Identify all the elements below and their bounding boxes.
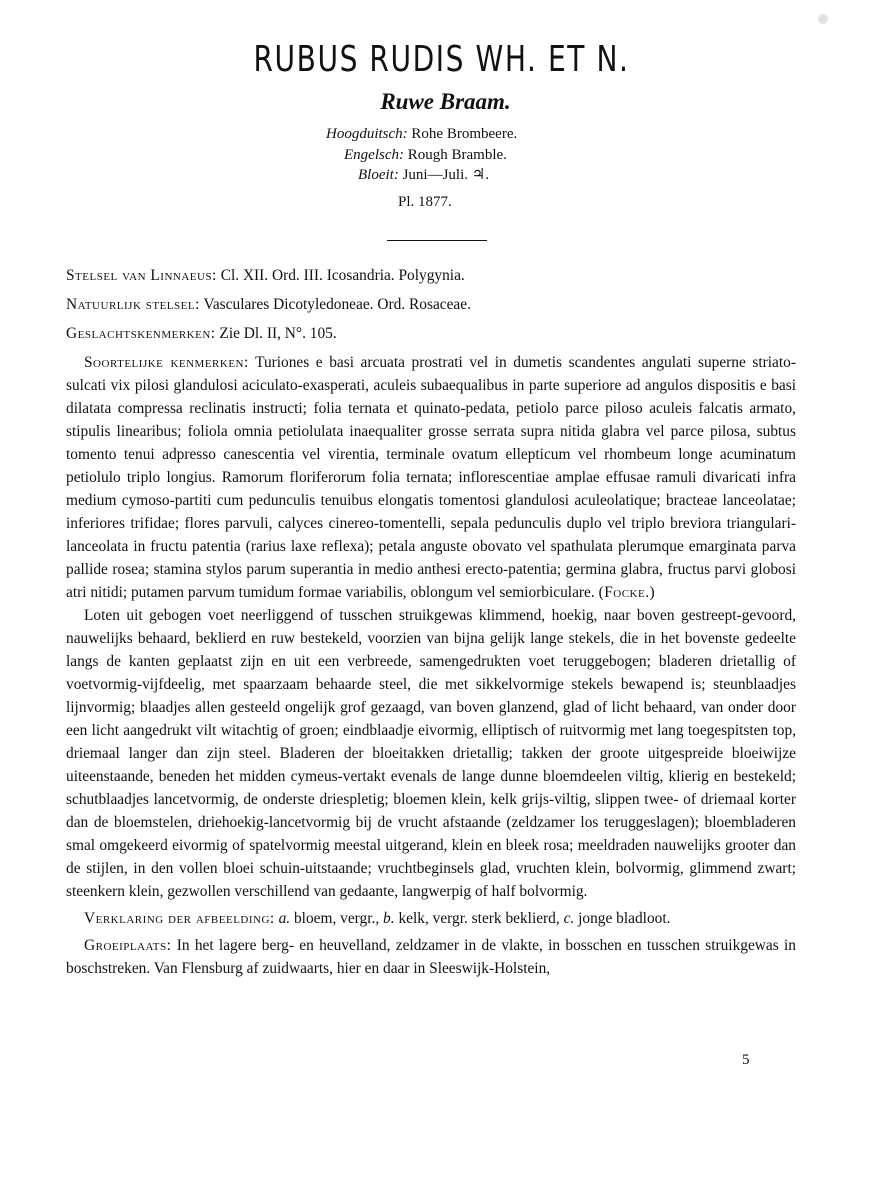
- figure-explanation: [66, 907, 796, 930]
- german-label: Hoogduitsch:: [326, 126, 408, 142]
- figure-text-c: jonge bladloot.: [578, 910, 671, 927]
- natural-label: Natuurlijk stelsel:: [66, 296, 200, 313]
- bloom-label: Bloeit:: [358, 167, 399, 183]
- dutch-description: Loten uit gebogen voet neerliggend of tusschen struikgewas klimmend, hoekig, naar boven gestreept-gevoord, nauwelijks behaard, beklierd en ruw bestekeld, voorzien van bijna gelijk lange stekels, die in het bovenste gedeelte langs de kanten geplaatst zijn en uit een verbreede, samengedrukten voet teruggebogen; bladeren drietallig of voetvormig-vijfdeelig, met spaarzaam behaarde steel, die met sikkelvormige stekels bewapend is; steunblaadjes lijnvormig; blaadjes allen gesteeld ongelijk grof gezaagd, van boven glanzend, glad of licht behaard, van onder door een licht aangedrukt vilt witachtig of groen; eindblaadje eivormig, elliptisch of ruitvormig met lang toegespitsten top, driemaal langer dan zijn steel. Bladeren der bloeitakken drietallig; takken der groote uitgespreide bloeiwijze uiteenstaande, beneden het midden cymeus-vertakt evenals de lange dunne bloemdeelen viltig, klierig en bestekeld; schutblaadjes lancetvormig, de onderste driespletig; bloemen klein, kelk grijs-viltig, slippen twee- of driemaal korter dan de bloemstelen, driehoekig-lancetvormig bij de vrucht afstaande (zeldzamer los teruggeslagen); bloembladeren smal omgekeerd eivormig of spatelvormig meestal uitgerand, klein en bleek rosa; meeldraden nauwelijks grooter dan de stijlen, in den vollen bloei schuin-uitstaande; vruchtbeginsels glad, vruchten klein, bolvormig, glimmend zwart; steenkern klein, gezwollen verschillend van gedaante, langwerpig of half bolvormig.: [66, 607, 796, 900]
- genus-characteristics: [66, 322, 796, 345]
- natural-system: [66, 293, 796, 316]
- body-text: [66, 264, 796, 980]
- species-text: Turiones e basi arcuata prostrati vel in dumetis scandentes angulati superne striato-sulcati vix pilosi glandulosi aciculato-exasperati, aculeis subaequalibus in parte superiore ad angulos dispositis e basi dilatata compressa reclinatis instructi; folia ternata et quinato-pedata, petiolo parce piloso aculeis falcatis armato, stipulis linearibus; foliola omnia petiolulata inaequaliter grosse serrata supra nitida glabra vel parce pilosa, subtus tomento tenui adpresso canescentia vel virentia, terminale ovatum ellepticum vel rhombeum longe acuminatum petiolulo triplo longius. Ramorum floriferorum folia ternata; inflorescentiae amplae effusae ramuli divaricati infra medium cymoso-partiti cum pedunculis tenuibus elongatis tomentosi glandulosi aculeolatique; bracteae lanceolatae; inferiores trifidae; flores parvuli, calyces cinereo-tomentelli, sepala pedunculis duplo vel triplo breviora triangulari-lanceolata in fructu patentia (rarius laxe reflexa); petala anguste obovato vel spathulata plerumque emarginata parva pallide rosea; stamina stylos parum superantia in medio anthesi erecto-patentia; germina glabra, fructus parvi globosi atri nitidi; putamen parvum tumidum formae variabilis, oblongum vel semiorbiculare.: [66, 354, 796, 601]
- species-characteristics: [66, 351, 796, 604]
- english-name-row: [300, 145, 600, 166]
- linnaeus-label: Stelsel van Linnaeus:: [66, 267, 217, 284]
- german-name-row: [300, 124, 600, 145]
- divider-rule: [387, 240, 487, 241]
- linnaeus-value: Cl. XII. Ord. III. Icosandria. Polygynia.: [220, 267, 465, 284]
- genus-label: Geslachtskenmerken:: [66, 325, 216, 342]
- species-author: (Focke.): [598, 584, 656, 601]
- habitat-text: In het lagere berg- en heuvelland, zeldzamer in de vlakte, in bosschen en tusschen struikgewas in boschstreken. Van Flensburg af zuidwaarts, hier en daar in Sleeswijk-Holstein,: [66, 937, 796, 977]
- genus-value: Zie Dl. II, N°. 105.: [219, 325, 337, 342]
- figure-text-b: kelk, vergr. sterk beklierd,: [398, 910, 560, 927]
- species-label: Soortelijke kenmerken:: [84, 354, 249, 371]
- bloom-row: [300, 165, 600, 186]
- page-number: 5: [742, 1052, 750, 1068]
- habitat: [66, 934, 796, 980]
- name-block: [300, 124, 600, 212]
- common-name: Ruwe Braam.: [380, 89, 511, 114]
- linnaeus-system: [66, 264, 796, 287]
- english-label: Engelsch:: [344, 146, 404, 163]
- explanation-label: Verklaring der afbeelding:: [84, 910, 275, 927]
- paper-speck: [818, 14, 828, 24]
- figure-letter-c: c.: [563, 910, 575, 927]
- habitat-label: Groeiplaats:: [84, 937, 172, 954]
- english-value: Rough Bramble.: [407, 146, 507, 163]
- figure-letter-a: a.: [278, 910, 291, 927]
- page-title: RUBUS RUDIS WH. ET N.: [253, 39, 630, 80]
- german-value: Rohe Brombeere.: [411, 126, 518, 142]
- plate-number: Pl. 1877.: [398, 193, 452, 210]
- natural-value: Vasculares Dicotyledoneae. Ord. Rosaceae.: [203, 296, 471, 313]
- figure-letter-b: b.: [383, 910, 395, 927]
- bloom-value: Juni—Juli. ♃.: [402, 167, 489, 183]
- figure-text-a: bloem, vergr.,: [293, 910, 380, 927]
